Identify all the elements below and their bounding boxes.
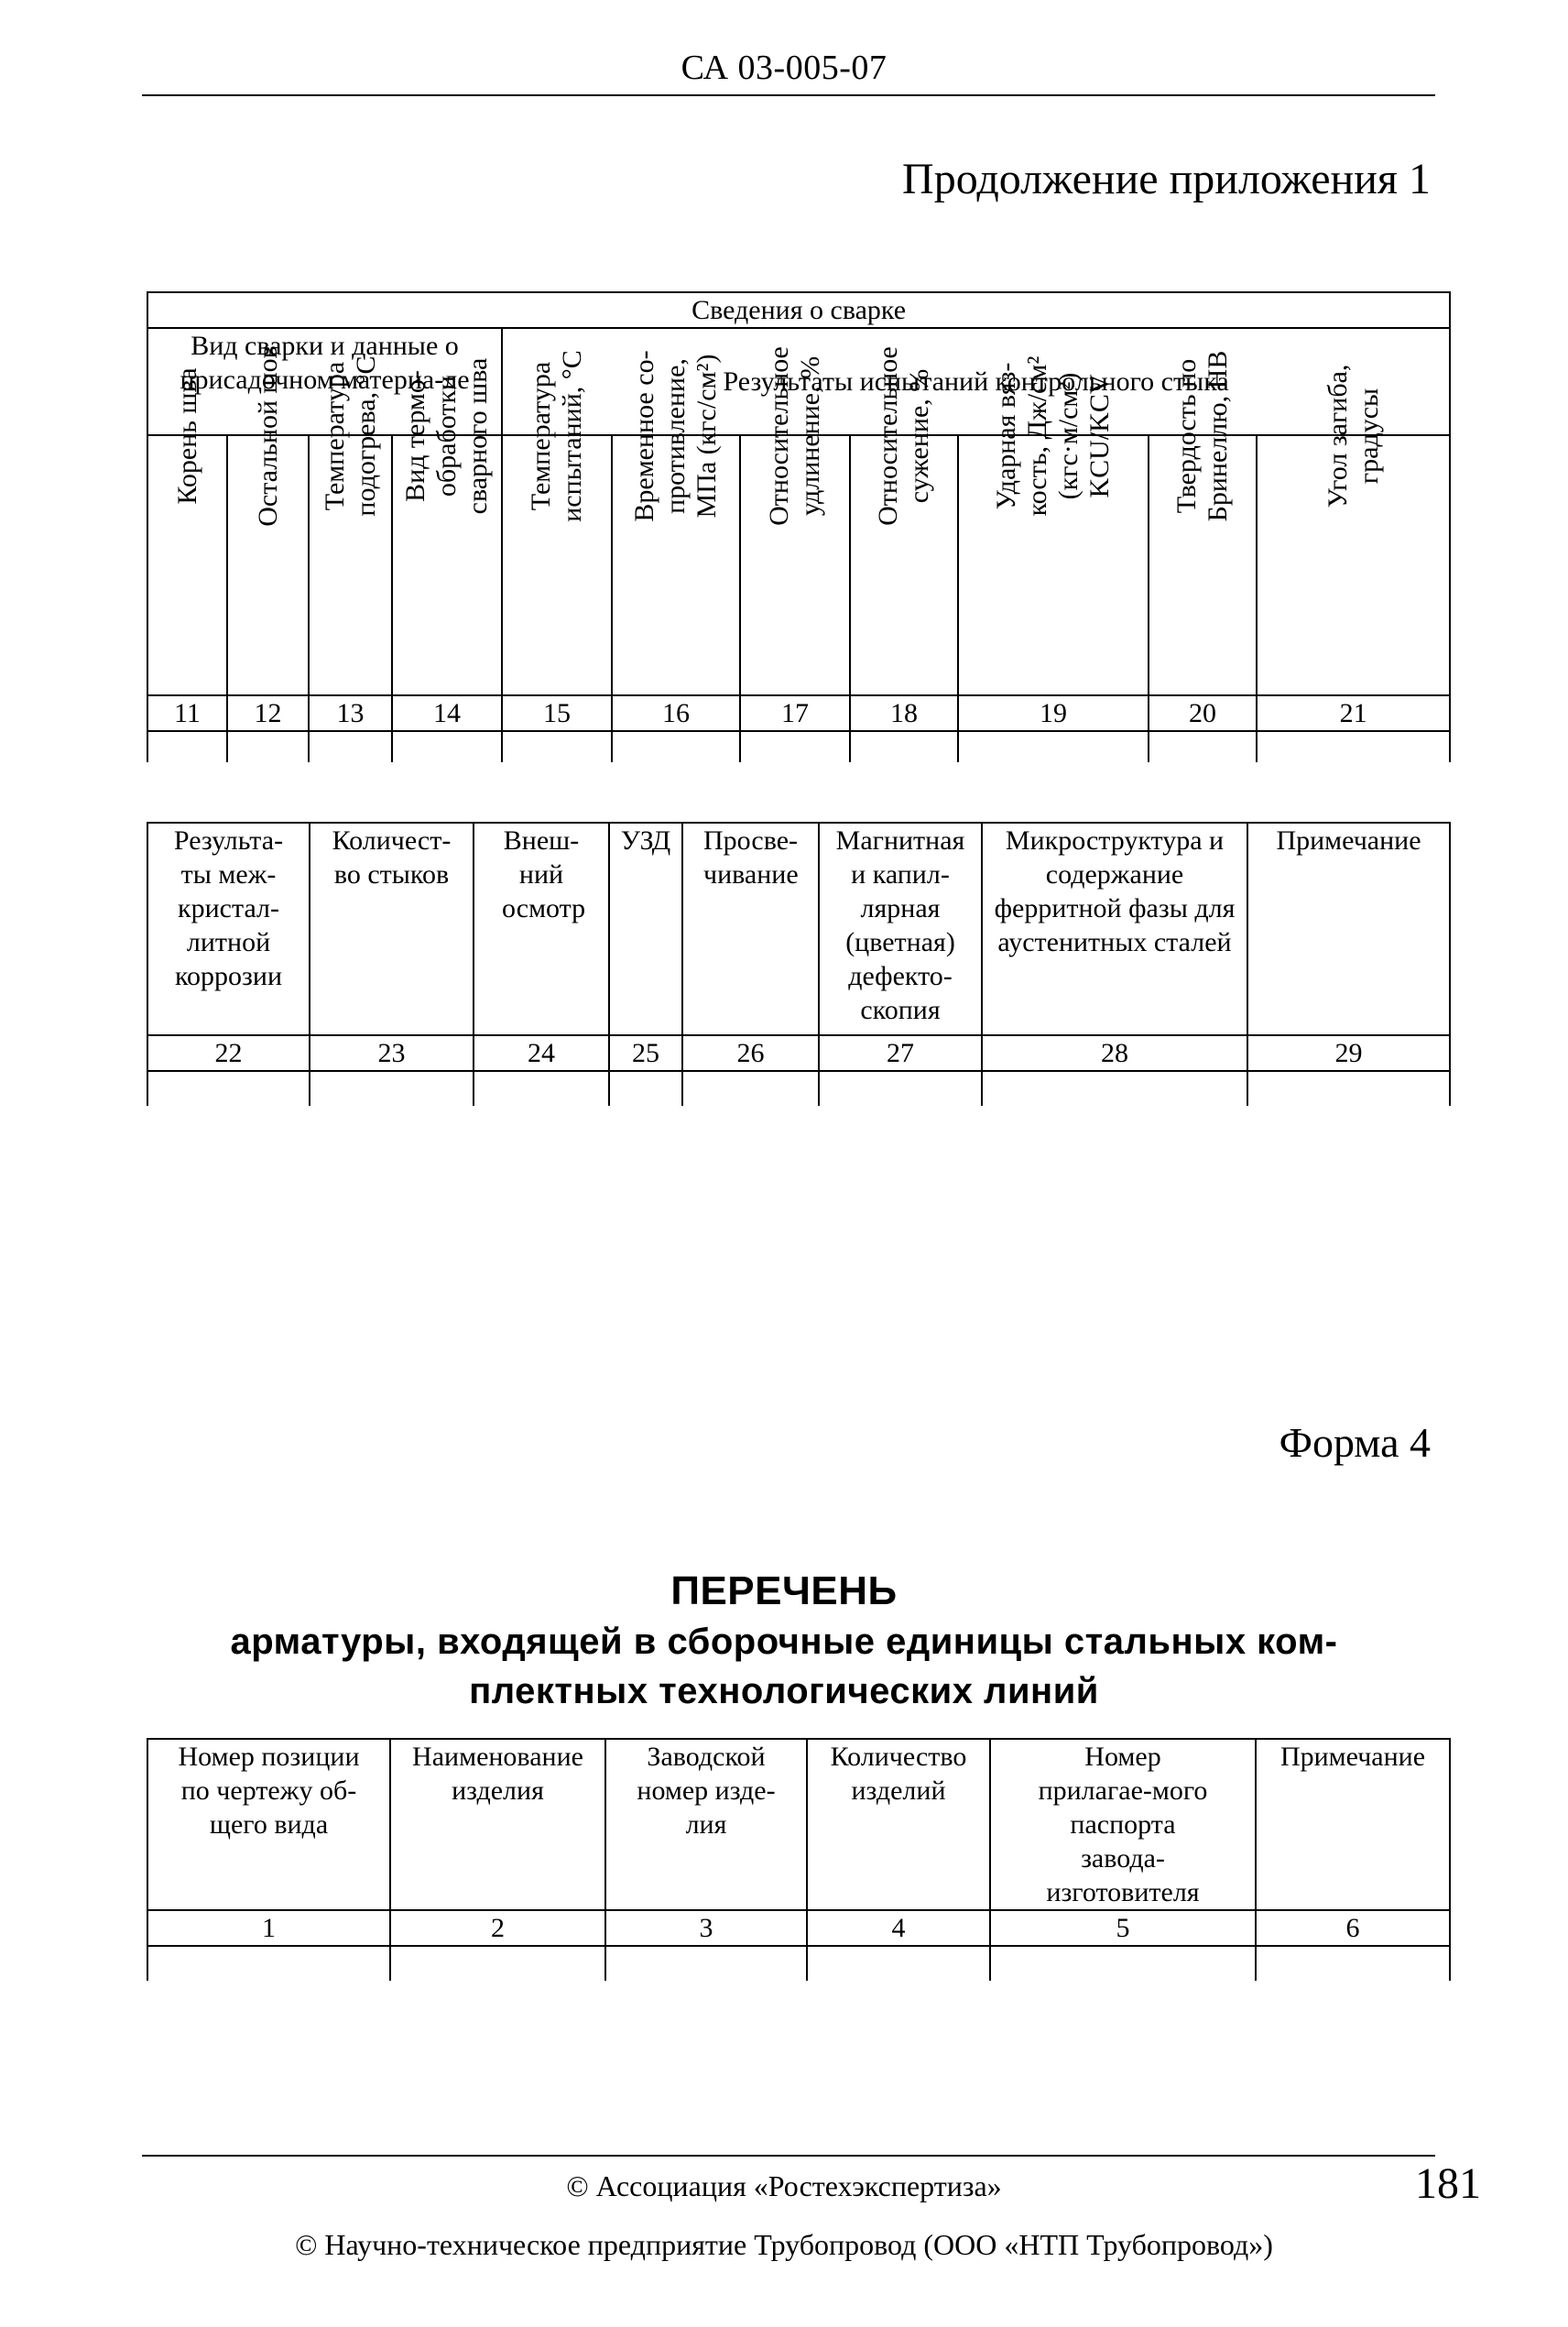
col-header xyxy=(958,355,1149,695)
col-header xyxy=(392,357,502,695)
col-number: 17 xyxy=(740,695,850,731)
col-number: 22 xyxy=(147,1035,310,1071)
document-code: СА 03-005-07 xyxy=(681,49,887,87)
form-label: Форма 4 xyxy=(1279,1419,1431,1466)
col-header xyxy=(612,350,740,695)
fittings-header-row xyxy=(147,1739,1450,1910)
col-number: 14 xyxy=(392,695,502,731)
col-header: Заводской номер изде-лия xyxy=(605,1739,807,1910)
col-number: 13 xyxy=(309,695,392,731)
footer-rule xyxy=(142,2155,1435,2157)
col-header xyxy=(1257,364,1450,695)
col-header: Просве-чивание xyxy=(682,823,819,1035)
col-header xyxy=(309,355,392,695)
col-header-label: Вид термо-обработки сварного шва xyxy=(400,357,493,515)
col-header: Примечание xyxy=(1247,823,1450,1035)
col-header-label: Ударная вяз-кость, Дж/см² (кгс·м/см²) KCU/KCV xyxy=(991,355,1115,517)
col-header: УЗД xyxy=(609,823,682,1035)
col-header-label: Остальной шов xyxy=(252,345,283,527)
column-number-row xyxy=(147,1910,1450,1946)
col-number: 27 xyxy=(819,1035,982,1071)
col-header-label: Относительное сужение, % xyxy=(873,346,934,526)
col-header: Количест-во стыков xyxy=(310,823,474,1035)
col-number: 29 xyxy=(1247,1035,1450,1071)
fittings-table xyxy=(147,1738,1451,1981)
col-header-label: Твердость по Бринеллю, НВ xyxy=(1171,350,1233,522)
page-number: 181 xyxy=(1415,2159,1481,2208)
col-header-label: Относительное удлинение, % xyxy=(764,346,825,526)
footer-association: © Ассоциация «Ростехэкспертиза» xyxy=(566,2169,1002,2202)
column-number-row xyxy=(147,695,1450,731)
col-header-label: Температура испытаний, °С xyxy=(526,350,587,522)
col-number: 25 xyxy=(609,1035,682,1071)
empty-row xyxy=(147,731,1450,762)
col-header: Номер прилагае-мого паспорта завода-изготовителя xyxy=(990,1739,1256,1910)
header-rule xyxy=(142,94,1435,96)
col-number: 11 xyxy=(147,695,227,731)
footer-company: © Научно-техническое предприятие Трубопровод (ООО «НТП Трубопровод») xyxy=(295,2228,1273,2261)
col-number: 24 xyxy=(474,1035,609,1071)
rotated-header-row xyxy=(147,435,1450,695)
col-header xyxy=(502,350,612,695)
col-header: Внеш-ний осмотр xyxy=(474,823,609,1035)
col-header: Наименование изделия xyxy=(390,1739,605,1910)
col-number: 21 xyxy=(1257,695,1450,731)
col-number: 5 xyxy=(990,1910,1256,1946)
inspection-table xyxy=(147,822,1451,1106)
col-header-label: Корень шва xyxy=(171,367,202,505)
col-header: Результа-ты меж-кристал-литной коррозии xyxy=(147,823,310,1035)
col-number: 16 xyxy=(612,695,740,731)
welding-info-title: Сведения о сварке xyxy=(147,292,1450,328)
col-number: 15 xyxy=(502,695,612,731)
col-number: 18 xyxy=(850,695,958,731)
form-title-main: ПЕРЕЧЕНЬ xyxy=(670,1568,898,1613)
column-number-row xyxy=(147,1035,1450,1071)
col-header-label: Температура подогрева, °С xyxy=(319,355,381,517)
col-number: 3 xyxy=(605,1910,807,1946)
col-header: Магнитная и капил-лярная (цветная) дефекто-скопия xyxy=(819,823,982,1035)
welding-info-table xyxy=(147,291,1451,762)
col-number: 19 xyxy=(958,695,1149,731)
col-number: 12 xyxy=(227,695,309,731)
col-number: 6 xyxy=(1256,1910,1450,1946)
empty-row xyxy=(147,1946,1450,1981)
col-number: 23 xyxy=(310,1035,474,1071)
col-number: 2 xyxy=(390,1910,605,1946)
col-header-label: Угол загиба, градусы xyxy=(1322,364,1384,508)
col-header xyxy=(850,346,958,695)
col-header xyxy=(1149,350,1257,695)
col-header: Количество изделий xyxy=(807,1739,990,1910)
col-number: 4 xyxy=(807,1910,990,1946)
col-header: Примечание xyxy=(1256,1739,1450,1910)
test-results-group-header: Результаты испытаний контрольного стыка xyxy=(502,328,1450,435)
inspection-header-row xyxy=(147,823,1450,1035)
col-header xyxy=(147,367,227,695)
col-header: Микроструктура и содержание ферритной фазы для аустенитных сталей xyxy=(982,823,1247,1035)
col-header: Номер позиции по чертежу об-щего вида xyxy=(147,1739,390,1910)
col-header-label: Временное со-противление, МПа (кгс/см²) xyxy=(629,350,722,522)
col-number: 1 xyxy=(147,1910,390,1946)
col-number: 20 xyxy=(1149,695,1257,731)
col-header xyxy=(740,346,850,695)
weld-type-group-header: Вид сварки и данные о присадочном материа-ле xyxy=(147,328,502,435)
empty-row xyxy=(147,1071,1450,1106)
col-number: 28 xyxy=(982,1035,1247,1071)
form-title-line: арматуры, входящей в сборочные единицы стальных ком- xyxy=(230,1622,1338,1662)
continuation-heading: Продолжение приложения 1 xyxy=(902,155,1431,203)
col-number: 26 xyxy=(682,1035,819,1071)
col-header xyxy=(227,345,309,695)
form-title-line: плектных технологических линий xyxy=(469,1671,1099,1711)
